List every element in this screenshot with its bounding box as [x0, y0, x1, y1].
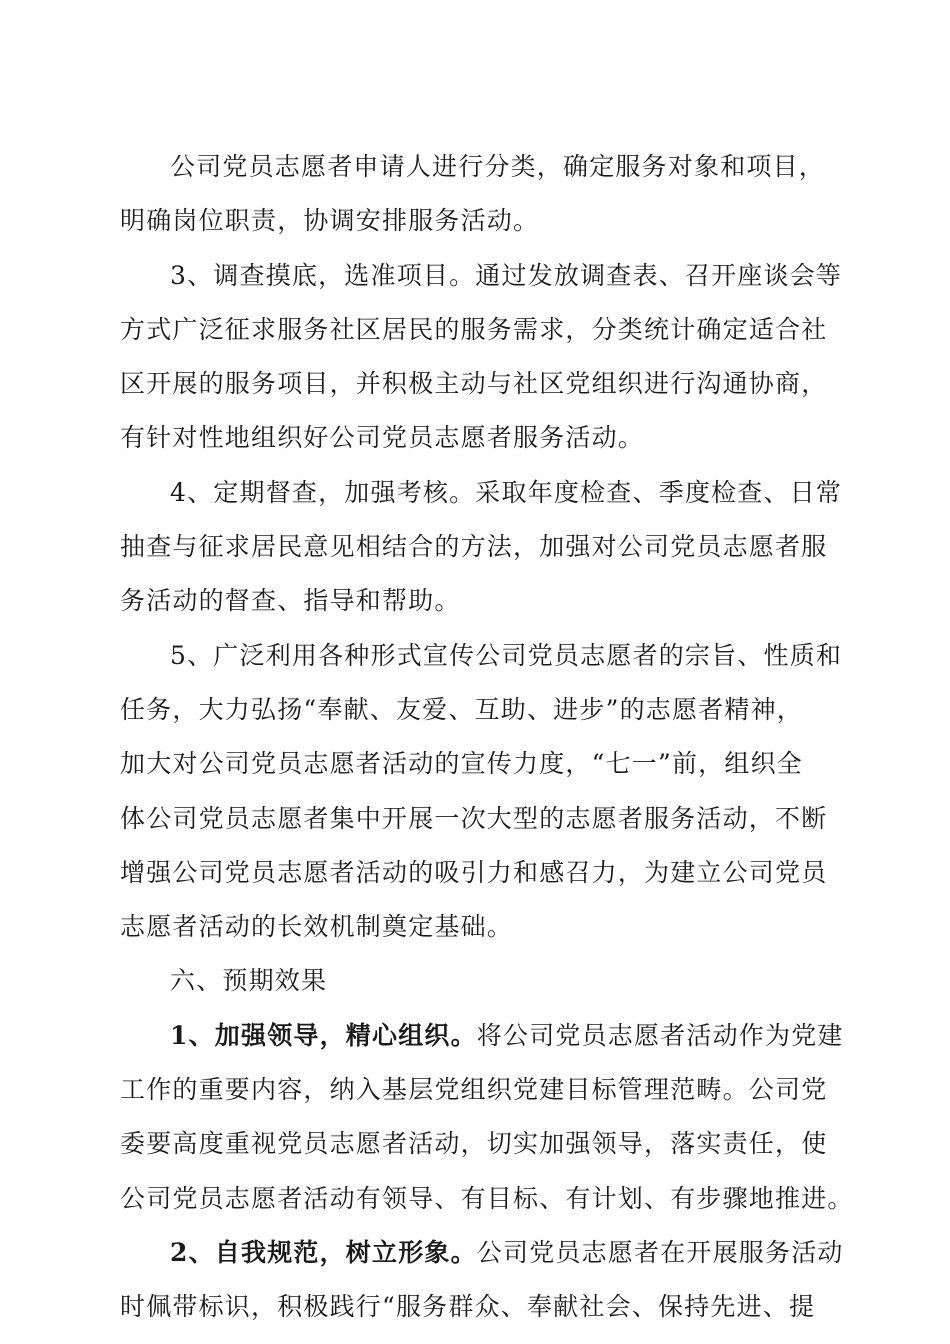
paragraph-line: 加大对公司党员志愿者活动的宣传力度，“七一”前，组织全: [120, 749, 803, 779]
paragraph-line: 公司党员志愿者活动有领导、有目标、有计划、有步骤地推进。: [120, 1183, 854, 1213]
paragraph-line: 时佩带标识，积极践行“服务群众、奉献社会、保持先进、提: [120, 1292, 816, 1322]
paragraph-line: 4、定期督查，加强考核。采取年度检查、季度检查、日常: [170, 477, 843, 507]
paragraph-line: 委要高度重视党员志愿者活动，切实加强领导，落实责任，使: [120, 1129, 828, 1159]
paragraph-line: 务活动的督查、指导和帮助。: [120, 586, 461, 616]
paragraph-line: 区开展的服务项目，并积极主动与社区党组织进行沟通协商，: [120, 369, 828, 399]
paragraph-line: 增强公司党员志愿者活动的吸引力和感召力，为建立公司党员: [120, 857, 828, 887]
paragraph-line: 工作的重要内容，纳入基层党组织党建目标管理范畴。公司党: [120, 1075, 828, 1105]
paragraph-line: [120, 1226, 844, 1280]
paragraph-line: 志愿者活动的长效机制奠定基础。: [120, 912, 514, 942]
paragraph-line: 3、调查摸底，选准项目。通过发放调查表、召开座谈会等: [170, 260, 843, 290]
paragraph-line: 有针对性地组织好公司党员志愿者服务活动。: [120, 423, 645, 453]
section-heading: 六、预期效果: [170, 966, 328, 996]
bold-lead-1: 1、加强领导，精心组织。: [170, 1020, 477, 1050]
paragraph-line: 抽查与征求居民意见相结合的方法，加强对公司党员志愿者服: [120, 532, 828, 562]
paragraph-line: 公司党员志愿者申请人进行分类，确定服务对象和项目，: [170, 152, 826, 181]
paragraph-line: 方式广泛征求服务社区居民的服务需求，分类统计确定适合社: [120, 314, 828, 344]
paragraph-line: [120, 1009, 844, 1063]
paragraph-line: 5、广泛利用各种形式宣传公司党员志愿者的宗旨、性质和: [170, 640, 843, 670]
paragraph-line: 任务，大力弘扬“奉献、友爱、互助、进步”的志愿者精神，: [120, 694, 803, 724]
paragraph-text: 公司党员志愿者在开展服务活动: [476, 1237, 844, 1267]
paragraph-line: 明确岗位职责，协调安排服务活动。: [120, 206, 540, 236]
paragraph-text: 将公司党员志愿者活动作为党建: [476, 1020, 844, 1050]
paragraph-line: 体公司党员志愿者集中开展一次大型的志愿者服务活动，不断: [120, 803, 828, 833]
bold-lead-2: 2、自我规范，树立形象。: [170, 1237, 477, 1267]
document-body: [120, 140, 854, 1335]
